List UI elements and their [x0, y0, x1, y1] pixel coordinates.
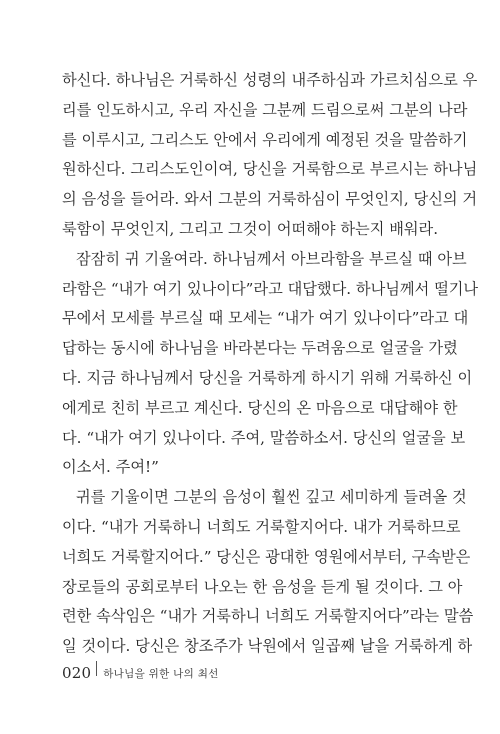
page-number: 020	[62, 664, 92, 682]
text-line: 이소서. 주여!”	[62, 458, 159, 477]
text-line: 이다. “내가 거룩하니 너희도 거룩할지어다. 내가 거룩하므로	[62, 517, 461, 536]
text-line: 리를 인도하시고, 우리 자신을 그분께 드림으로써 그분의 나라	[62, 100, 468, 119]
text-line: 다. “내가 여기 있나이다. 주여, 말씀하소서. 당신의 얼굴을 보	[62, 428, 466, 447]
body-text	[62, 66, 479, 662]
text-line: 룩함이 무엇인지, 그리고 그것이 어떠해야 하는지 배워라.	[62, 219, 439, 238]
text-line: 하신다. 하나님은 거룩하신 성령의 내주하심과 가르치심으로 우	[62, 71, 478, 89]
page-footer	[62, 664, 219, 682]
text-line: 장로들의 공회로부터 나오는 한 음성을 듣게 될 것이다. 그 아	[62, 577, 463, 596]
paragraph-1	[62, 66, 478, 245]
text-line: 귀를 기울이면 그분의 음성이 훨씬 깊고 세미하게 들려올 것	[76, 488, 467, 507]
paragraph-3	[62, 483, 474, 662]
text-line: 잠잠히 귀 기울여라. 하나님께서 아브라함을 부르실 때 아브	[76, 249, 467, 268]
text-line: 다. 지금 하나님께서 당신을 거룩하게 하시기 위해 거룩하신 이	[62, 368, 473, 387]
text-line: 라함은 “내가 여기 있나이다”라고 대답했다. 하나님께서 떨기나	[62, 279, 479, 298]
text-line: 답하는 동시에 하나님을 바라본다는 두려움으로 얼굴을 가렸	[62, 339, 458, 358]
footer-divider	[96, 661, 97, 676]
text-line: 원하신다. 그리스도인이여, 당신을 거룩함으로 부르시는 하나님	[62, 160, 478, 179]
text-line: 련한 속삭임은 “내가 거룩하니 너희도 거룩할지어다”라는 말씀	[62, 607, 474, 626]
text-line: 에게로 친히 부르고 계신다. 당신의 온 마음으로 대답해야 한	[62, 398, 458, 417]
text-line: 일 것이다. 당신은 창조주가 낙원에서 일곱째 날을 거룩하게 하	[62, 637, 473, 656]
text-line: 를 이루시고, 그리스도 안에서 우리에게 예정된 것을 말씀하기	[62, 130, 468, 149]
text-line: 의 음성을 들어라. 와서 그분의 거룩하심이 무엇인지, 당신의 거	[62, 190, 478, 209]
paragraph-2	[62, 245, 479, 483]
text-line: 너희도 거룩할지어다.” 당신은 광대한 영원에서부터, 구속받은	[62, 547, 471, 566]
text-line: 무에서 모세를 부르실 때 모세는 “내가 여기 있나이다”라고 대	[62, 309, 469, 328]
running-title: 하나님을 위한 나의 최선	[103, 667, 219, 680]
